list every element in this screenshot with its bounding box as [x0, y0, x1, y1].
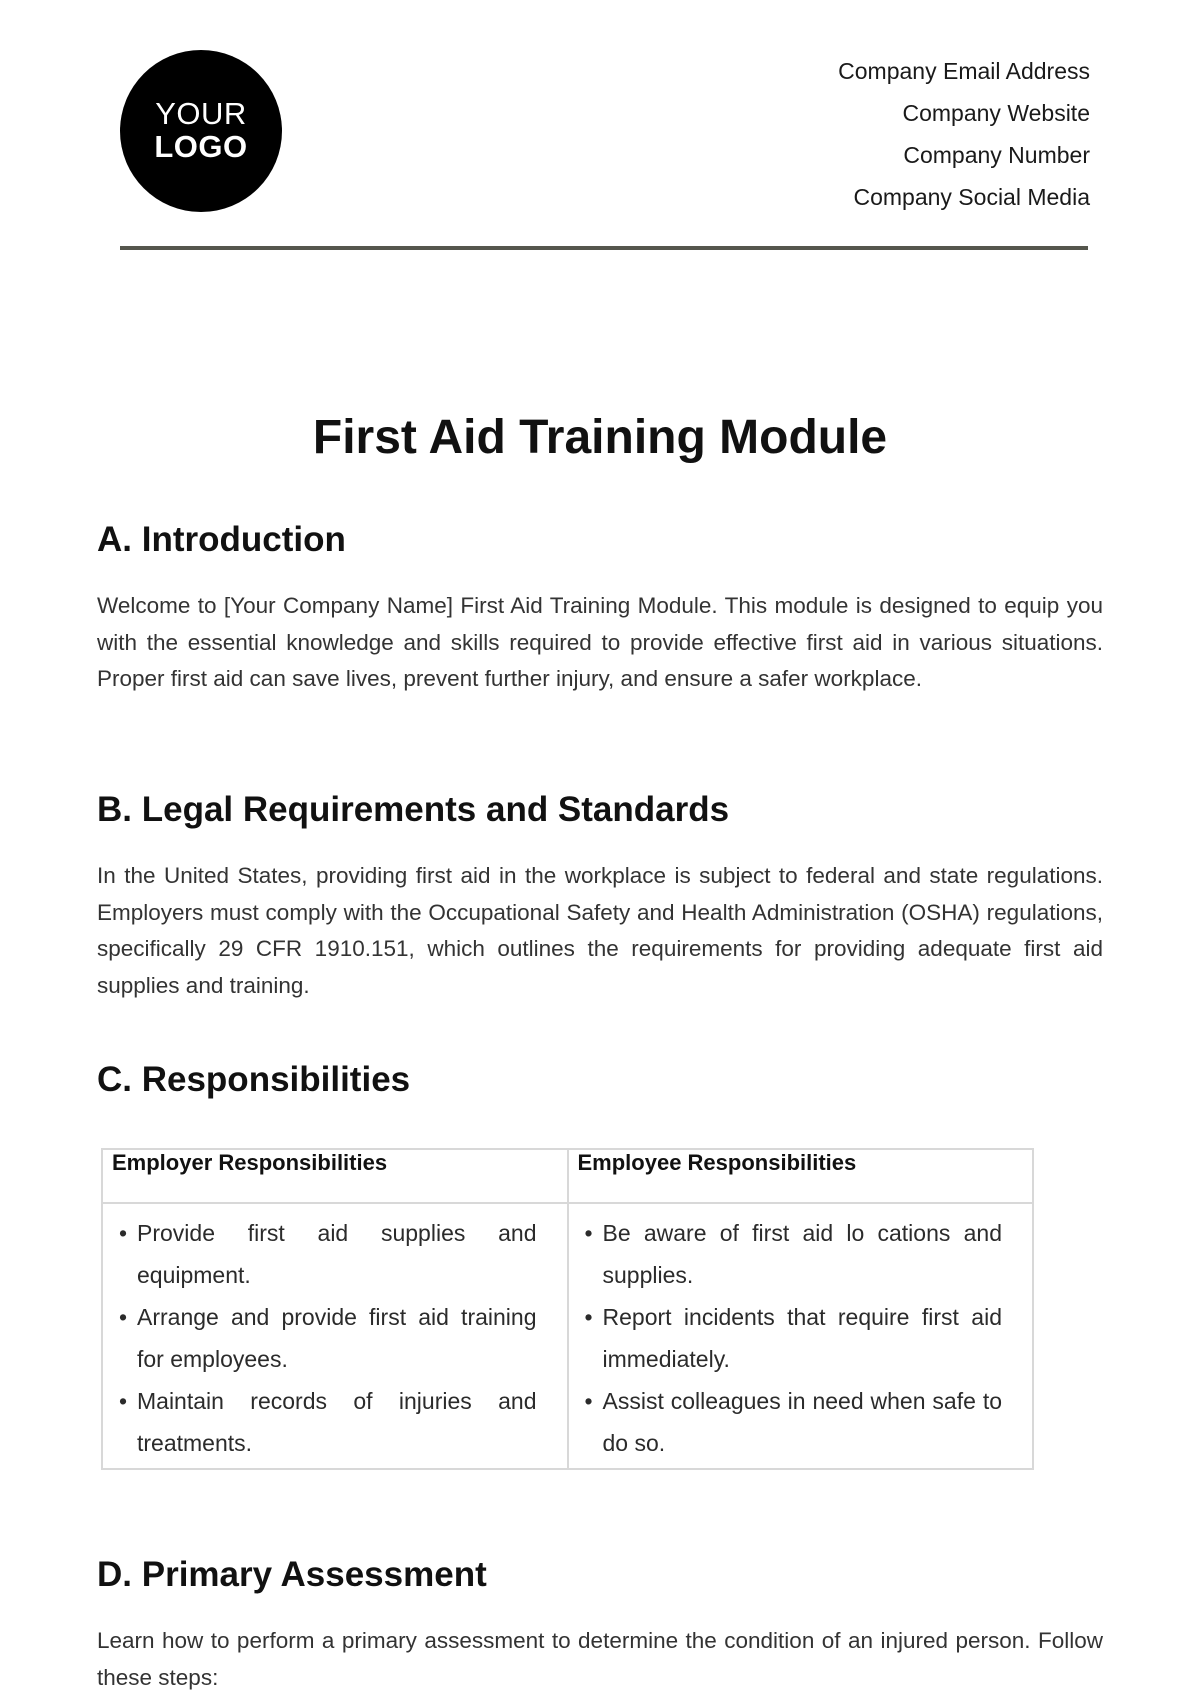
list-item: • Assist colleagues in need when safe to do so. [579, 1380, 1003, 1464]
section-heading-responsibilities: C. Responsibilities [97, 1060, 411, 1099]
logo-text-logo: LOGO [154, 129, 248, 164]
responsibilities-table [101, 1148, 1034, 1470]
employee-responsibilities-list [579, 1212, 1003, 1464]
company-contact-block [838, 50, 1090, 218]
header-employee-responsibilities: Employee Responsibilities [568, 1149, 1034, 1203]
section-body-primary-assessment: Learn how to perform a primary assessment to determine the condition of an injured person. Follow these steps: [97, 1628, 1103, 1690]
company-website: Company Website [902, 100, 1090, 126]
section-heading-legal: B. Legal Requirements and Standards [97, 790, 730, 829]
logo-text-your: YOUR [155, 96, 247, 132]
company-number: Company Number [903, 142, 1090, 168]
company-social-media: Company Social Media [853, 184, 1090, 210]
header-divider [120, 246, 1088, 250]
section-body-legal: In the United States, providing first aid in the workplace is subject to federal and state regulations. Employers must comply with the Occupational Safety and Health Administration (OSHA) regulations, specifically 29 CFR 1910.151, which outlines the requirements for providing adequate first aid supplies and training. [97, 863, 1103, 998]
section-body-introduction: Welcome to [Your Company Name] First Aid Training Module. This module is designed to equip you with the essential knowledge and skills required to provide effective first aid in various situations. Proper first aid can save lives, prevent further injury, and ensure a safer workplace. [97, 593, 1103, 691]
table-header-row [102, 1149, 1033, 1203]
list-item: • Arrange and provide first aid training for employees. [113, 1296, 537, 1380]
section-heading-introduction: A. Introduction [97, 520, 346, 559]
employer-responsibilities-list [113, 1212, 537, 1464]
list-item: • Provide first aid supplies and equipment. [113, 1212, 537, 1296]
list-item: • Be aware of first aid lo cations and supplies. [579, 1212, 1003, 1296]
list-item: • Maintain records of injuries and treatments. [113, 1380, 537, 1464]
table-row [102, 1203, 1033, 1469]
header-employer-responsibilities: Employer Responsibilities [102, 1149, 568, 1203]
company-logo [120, 50, 282, 212]
company-email: Company Email Address [838, 58, 1090, 84]
employee-responsibilities-cell [568, 1203, 1034, 1469]
document-title: First Aid Training Module [312, 411, 888, 464]
employer-responsibilities-cell [102, 1203, 568, 1469]
section-heading-primary-assessment: D. Primary Assessment [97, 1555, 487, 1594]
list-item: • Report incidents that require first aid immediately. [579, 1296, 1003, 1380]
